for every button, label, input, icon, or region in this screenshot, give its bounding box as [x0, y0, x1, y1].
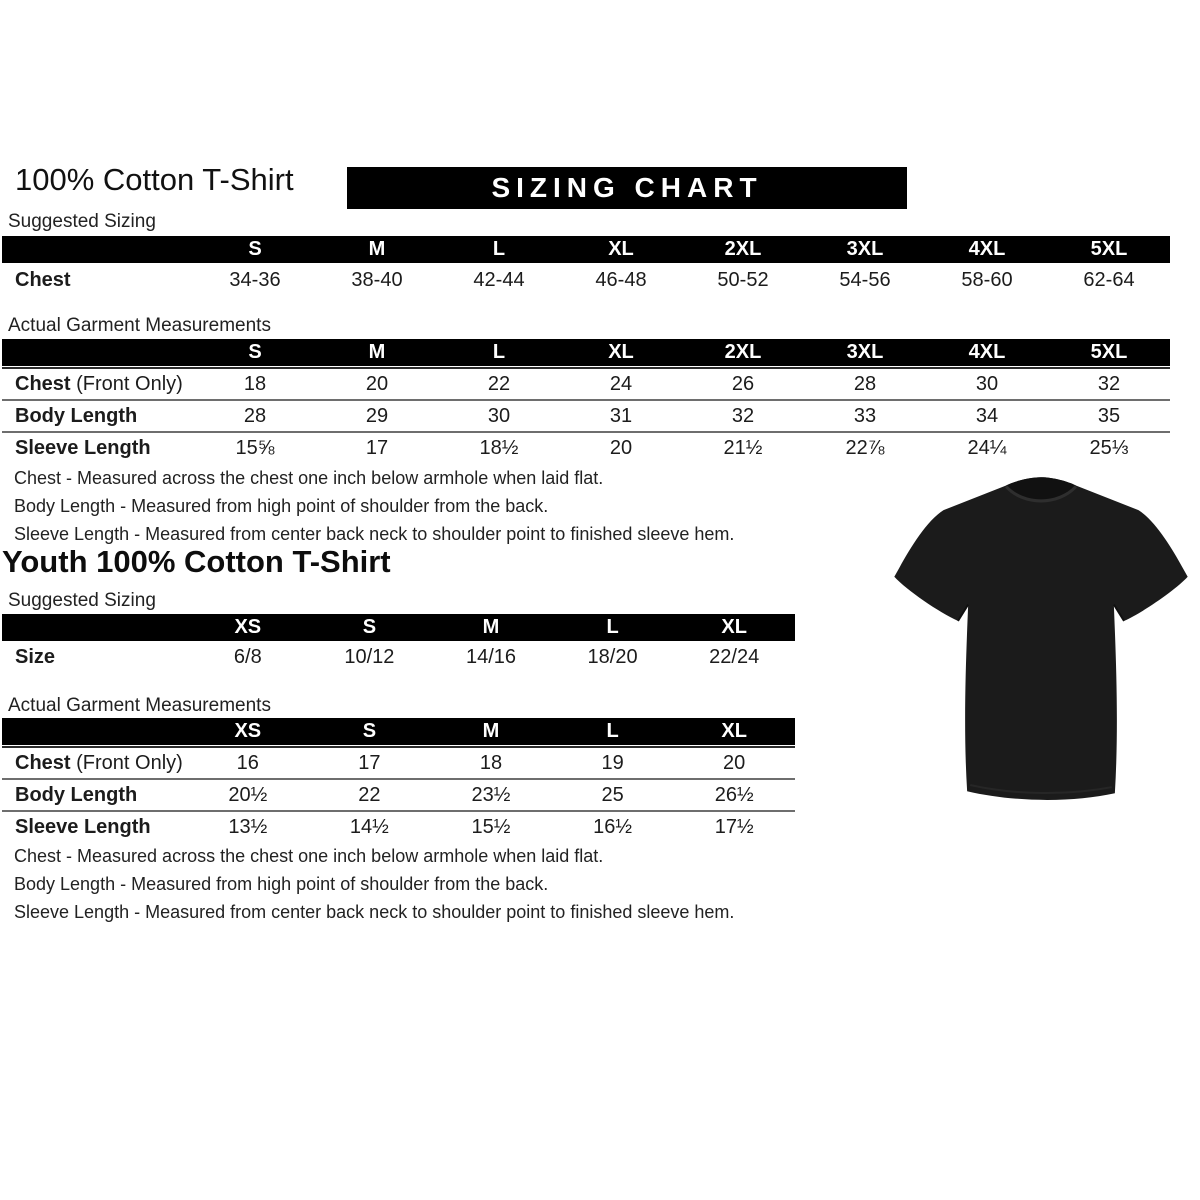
cell: 18/20 [587, 645, 638, 668]
cell: 15⅝ [235, 436, 275, 459]
table-row [2, 401, 1170, 431]
youth-section-title: Youth 100% Cotton T-Shirt [2, 544, 391, 579]
cell: 30 [487, 404, 511, 427]
cell: 18 [243, 372, 267, 395]
size-col-header: M [482, 616, 500, 638]
cell: 17 [358, 751, 381, 774]
youth-actual-measurements-table [2, 718, 795, 842]
youth-measurement-notes [14, 842, 734, 926]
note-chest: Chest - Measured across the chest one inch below armhole when laid flat. [14, 846, 604, 866]
size-col-header: XL [721, 720, 747, 742]
cell: 42-44 [473, 268, 525, 291]
size-col-header: 4XL [968, 238, 1006, 260]
adult-suggested-sizing-label: Suggested Sizing [8, 211, 156, 232]
size-col-header: 2XL [724, 238, 762, 260]
cell: 38-40 [351, 268, 403, 291]
cell: 6/8 [233, 645, 262, 668]
cell: 13½ [228, 815, 268, 838]
cell: 16 [236, 751, 259, 774]
note-body-length: Body Length - Measured from high point of shoulder from the back. [14, 874, 549, 894]
row-label: Chest (Front Only) [15, 751, 183, 774]
t-shirt-icon [882, 466, 1200, 822]
row-label: Chest [15, 268, 71, 291]
table-row [2, 748, 795, 778]
cell: 16½ [593, 815, 633, 838]
size-col-header: XL [608, 238, 634, 260]
note-body-length: Body Length - Measured from high point of shoulder from the back. [14, 496, 549, 516]
cell: 22⅞ [845, 436, 885, 459]
table-row [2, 433, 1170, 463]
cell: 25 [601, 783, 624, 806]
cell: 15½ [471, 815, 511, 838]
adult-actual-measurements-table [2, 339, 1170, 463]
youth-suggested-sizing-label: Suggested Sizing [8, 590, 156, 611]
cell: 17½ [714, 815, 754, 838]
size-col-header: L [606, 720, 619, 742]
cell: 18 [479, 751, 503, 774]
size-col-header: XL [721, 616, 747, 638]
size-col-header: 2XL [724, 341, 762, 363]
cell: 46-48 [595, 268, 647, 291]
adult-size-header-row [2, 236, 1170, 263]
cell: 35 [1097, 404, 1121, 427]
cell: 34 [975, 404, 999, 427]
cell: 22/24 [709, 645, 760, 668]
cell: 23½ [471, 783, 511, 806]
size-col-header: M [368, 341, 386, 363]
cell: 50-52 [717, 268, 769, 291]
cell: 20 [723, 751, 746, 774]
adult-actual-measurements-label: Actual Garment Measurements [8, 315, 271, 336]
size-col-header: M [368, 238, 386, 260]
size-col-header: 5XL [1090, 341, 1128, 363]
black-t-shirt-image [882, 466, 1200, 822]
size-col-header: M [482, 720, 500, 742]
cell: 26 [731, 372, 755, 395]
youth-size-header-row [2, 614, 795, 641]
cell: 32 [1097, 372, 1121, 395]
cell: 20½ [228, 783, 268, 806]
page-title: 100% Cotton T-Shirt [15, 162, 294, 197]
size-col-header: 5XL [1090, 238, 1128, 260]
cell: 22 [358, 783, 381, 806]
adult-measurement-notes [14, 464, 734, 548]
note-sleeve-length: Sleeve Length - Measured from center back neck to shoulder point to finished sleeve hem. [14, 902, 735, 922]
size-col-header: L [492, 238, 506, 260]
size-col-header: 3XL [846, 341, 884, 363]
cell: 22 [487, 372, 511, 395]
size-col-header: S [248, 238, 262, 260]
table-row [2, 369, 1170, 399]
cell: 34-36 [229, 268, 281, 291]
cell: 32 [731, 404, 755, 427]
table-row [2, 812, 795, 842]
table-row [2, 641, 795, 673]
youth-size-header-row [2, 718, 795, 745]
cell: 28 [853, 372, 877, 395]
size-col-header: L [606, 616, 619, 638]
youth-actual-measurements-label: Actual Garment Measurements [8, 695, 271, 716]
cell: 14/16 [465, 645, 517, 668]
cell: 20 [365, 372, 389, 395]
cell: 24 [609, 372, 633, 395]
cell: 29 [365, 404, 389, 427]
cell: 18½ [479, 436, 519, 459]
cell: 33 [853, 404, 877, 427]
size-col-header: S [362, 616, 377, 638]
size-col-header: S [248, 341, 262, 363]
size-col-header: L [492, 341, 506, 363]
sizing-chart-banner [347, 167, 907, 209]
size-col-header: XS [234, 616, 262, 638]
cell: 21½ [723, 436, 763, 459]
size-col-header: XS [234, 720, 262, 742]
note-chest: Chest - Measured across the chest one inch below armhole when laid flat. [14, 468, 604, 488]
sizing-chart-banner-label: SIZING CHART [491, 172, 763, 203]
cell: 10/12 [344, 645, 395, 668]
adult-suggested-sizing-table [2, 236, 1170, 297]
size-col-header: XL [608, 341, 634, 363]
cell: 24¼ [967, 436, 1007, 459]
table-row [2, 780, 795, 810]
cell: 26½ [714, 783, 754, 806]
row-label: Body Length [15, 404, 138, 427]
size-col-header: 3XL [846, 238, 884, 260]
cell: 54-56 [839, 268, 891, 291]
cell: 28 [243, 404, 267, 427]
row-label: Size [15, 645, 56, 668]
row-label: Sleeve Length [15, 815, 151, 838]
adult-size-header-row [2, 339, 1170, 366]
cell: 62-64 [1083, 268, 1135, 291]
cell: 31 [609, 404, 633, 427]
row-label: Sleeve Length [15, 436, 151, 459]
cell: 30 [975, 372, 999, 395]
size-col-header: 4XL [968, 341, 1006, 363]
cell: 17 [365, 436, 389, 459]
cell: 58-60 [961, 268, 1013, 291]
note-sleeve-length: Sleeve Length - Measured from center back neck to shoulder point to finished sleeve hem. [14, 524, 735, 544]
cell: 20 [609, 436, 633, 459]
row-label: Body Length [15, 783, 138, 806]
row-label: Chest (Front Only) [15, 372, 183, 395]
cell: 25⅓ [1089, 436, 1129, 459]
cell: 19 [601, 751, 624, 774]
size-col-header: S [362, 720, 377, 742]
cell: 14½ [349, 815, 389, 838]
youth-suggested-sizing-table [2, 614, 795, 673]
table-row [2, 263, 1170, 297]
